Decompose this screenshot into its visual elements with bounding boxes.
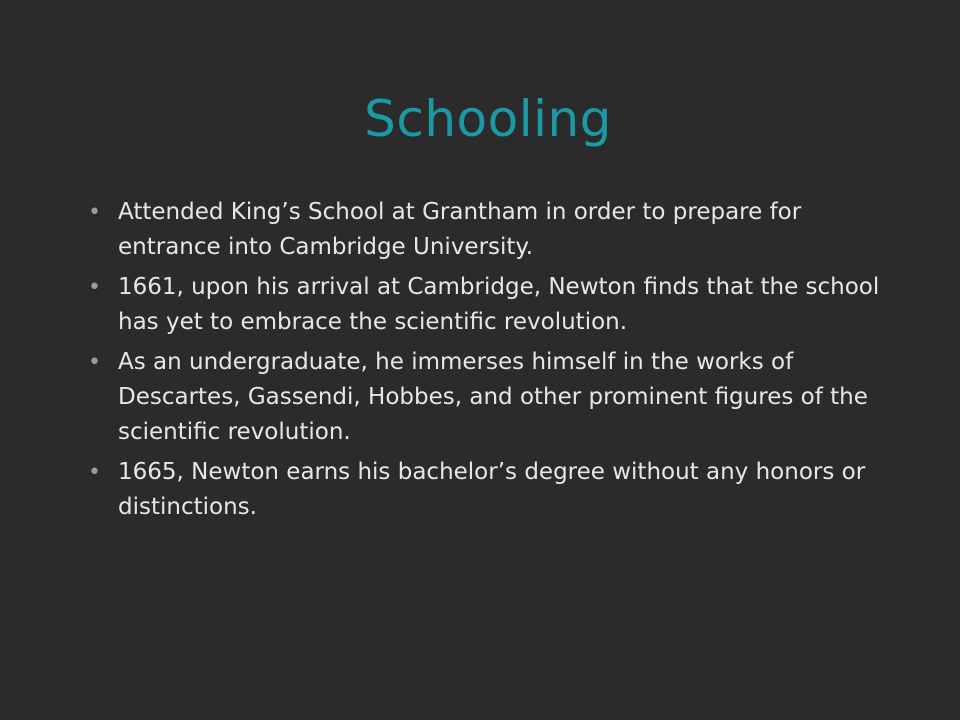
bullet-text: Attended King’s School at Grantham in order to prepare for entrance into Cambridge University. — [118, 199, 802, 260]
bullet-marker: • — [88, 460, 101, 485]
bullet-item — [88, 345, 888, 450]
bullet-item — [88, 455, 888, 525]
bullet-text: 1665, Newton earns his bachelor’s degree without any honors or distinctions. — [118, 459, 866, 520]
bullet-text: 1661, upon his arrival at Cambridge, Newton finds that the school has yet to embrace the scientific revolution. — [118, 274, 880, 335]
bullet-item — [88, 270, 888, 340]
slide-title: Schooling — [364, 90, 612, 148]
bullet-list — [88, 195, 888, 525]
bullet-text: As an undergraduate, he immerses himself in the works of Descartes, Gassendi, Hobbes, and other prominent figures of the scientific revolution. — [118, 349, 868, 445]
bullet-marker: • — [88, 350, 101, 375]
bullet-marker: • — [88, 275, 101, 300]
bullet-marker: • — [88, 200, 101, 225]
bullet-item — [88, 195, 888, 265]
